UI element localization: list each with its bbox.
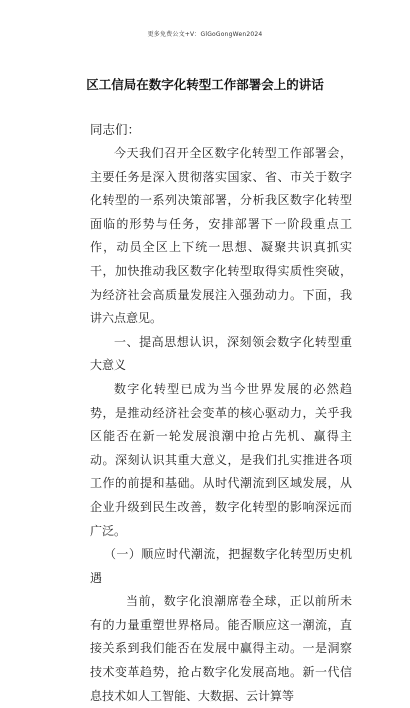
paragraph-intro: 今天我们召开全区数字化转型工作部署会，主要任务是深入贯彻落实国家、省、市关于数字化转型的一系列决策部署，分析我区数字化转型面临的形势与任务，安排部署下一阶段重点工作，动员全区上下统一思想、凝聚共识真抓实干，加快推动我区数字化转型取得实质性突破，为经济社会高质量发展注入强劲动力。下面，我讲六点意见。 [90,146,352,326]
section-heading-1: 一、提高思想认识，深刻领会数字化转型重大意义 [90,334,352,373]
document-title: 区工信局在数字化转型工作部署会上的讲话 [86,77,324,92]
paragraph-significance: 数字化转型已成为当今世界发展的必然趋势，是推动经济社会变革的核心驱动力，关乎我区能否在新一轮发展浪潮中抢占先机、赢得主动。深刻认识其重大意义，是我们扎实推进各项工作的前提和基础。从时代潮流到区域发展，从企业升级到民生改善，数字化转型的影响深远而广泛。 [90,381,352,538]
salutation: 同志们： [90,122,141,137]
document-body [90,142,352,708]
subsection-heading-1: （一）顺应时代潮流，把握数字化转型历史机遇 [90,547,352,585]
paragraph-trend: 当前，数字化浪潮席卷全球，正以前所未有的力量重塑世界格局。能否顺应这一潮流，直接关系到我们能否在发展中赢得主动。一是洞察技术变革趋势，抢占数字化发展高地。新一代信息技术如人工智能、大数据、云计算等 [90,594,352,703]
header-note: 更多免费公文+V：GlGoGongWen2024 [147,31,263,38]
